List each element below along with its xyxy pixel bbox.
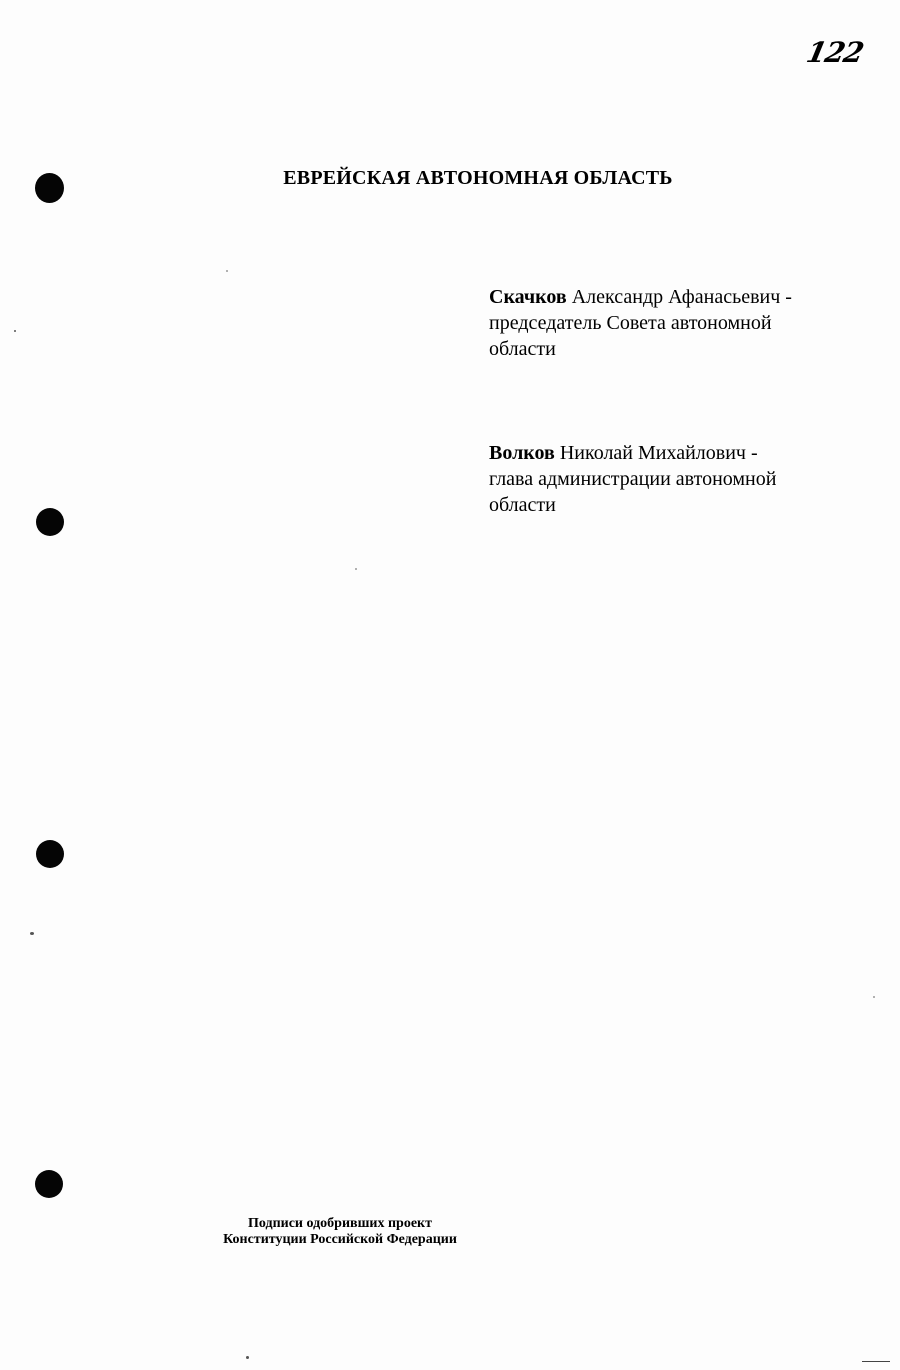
scan-speck [14, 330, 16, 332]
signatory-name-line [489, 284, 849, 310]
signatory-given-names: Александр Афанасьевич - [566, 286, 792, 308]
scan-speck [873, 996, 875, 998]
footer-line: Конституции Российской Федерации [223, 1232, 457, 1247]
punch-hole [35, 1170, 63, 1198]
punch-hole [36, 840, 64, 868]
signatory-surname: Скачков [489, 286, 567, 308]
scan-speck [226, 270, 228, 272]
signatory-position-cont: области [489, 494, 556, 516]
page-title: ЕВРЕЙСКАЯ АВТОНОМНАЯ ОБЛАСТЬ [283, 167, 673, 189]
footer-note [190, 1216, 490, 1248]
scan-edge-mark [862, 1361, 890, 1362]
signatory-position-cont: области [489, 338, 556, 360]
signatory-position: глава администрации автономной [489, 468, 777, 490]
signatory-name-line [489, 440, 849, 466]
scan-speck [355, 568, 357, 570]
handwritten-page-number: 122 [803, 36, 866, 69]
scan-speck [30, 932, 34, 935]
footer-line: Подписи одобривших проект [248, 1216, 432, 1231]
scan-speck [246, 1356, 249, 1359]
signatory-entry [489, 440, 849, 518]
signatory-surname: Волков [489, 442, 555, 464]
signatory-given-names: Николай Михайлович - [554, 442, 758, 464]
signatory-position: председатель Совета автономной [489, 312, 772, 334]
punch-hole [36, 508, 64, 536]
signatory-entry [489, 284, 849, 362]
